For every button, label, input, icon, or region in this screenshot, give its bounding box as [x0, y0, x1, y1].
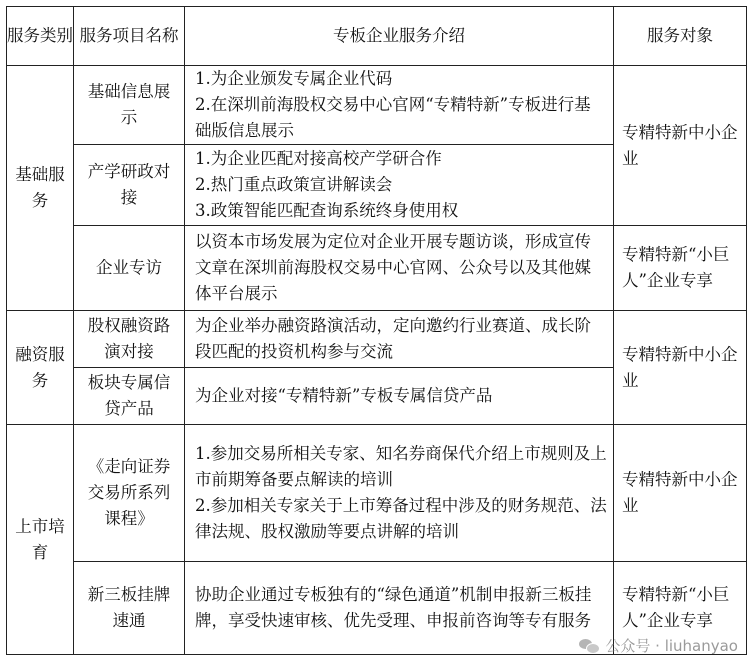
header-item: 服务项目名称 — [74, 7, 185, 66]
item-cell: 基础信息展示 — [74, 66, 185, 145]
description-line: 2.在深圳前海股权交易中心官网“专精特新”专板进行基础版信息展示 — [195, 95, 591, 140]
service-table — [6, 6, 747, 655]
category-cell: 上市培育 — [7, 425, 74, 655]
description-cell: 为企业对接“专精特新”专板专属信贷产品 — [185, 368, 614, 425]
target-cell: 专精特新中小企业 — [614, 425, 747, 562]
watermark-text: 公众号 · liuhanyao — [605, 637, 738, 655]
description-cell — [185, 425, 614, 562]
description-line: 1.为企业匹配对接高校产学研合作 — [195, 149, 442, 168]
table-row — [7, 425, 747, 562]
table-row — [7, 311, 747, 368]
item-cell: 产学研政对接 — [74, 145, 185, 226]
description-line: 2.参加相关专家关于上市筹备过程中涉及的财务规范、法律法规、股权激励等要点讲解的培训 — [195, 496, 607, 541]
header-target: 服务对象 — [614, 7, 747, 66]
target-cell: 专精特新“小巨人”企业专享 — [614, 226, 747, 311]
item-cell: 《走向证券交易所系列课程》 — [74, 425, 185, 562]
header-category: 服务类别 — [7, 7, 74, 66]
description-line: 3.政策智能匹配查询系统终身使用权 — [195, 201, 459, 220]
description-line: 1.为企业颁发专属企业代码 — [195, 69, 393, 88]
category-cell: 基础服务 — [7, 66, 74, 311]
header-description: 专板企业服务介绍 — [185, 7, 614, 66]
description-cell: 以资本市场发展为定位对企业开展专题访谈，形成宣传文章在深圳前海股权交易中心官网、公众号以及其他媒体平台展示 — [185, 226, 614, 311]
header-row — [7, 7, 747, 66]
item-cell: 板块专属信贷产品 — [74, 368, 185, 425]
item-cell: 新三板挂牌速通 — [74, 562, 185, 655]
item-cell: 企业专访 — [74, 226, 185, 311]
wechat-icon — [579, 638, 599, 654]
category-cell: 融资服务 — [7, 311, 74, 425]
table-row — [7, 226, 747, 311]
description-line: 1.参加交易所相关专家、知名券商保代介绍上市规则及上市前期筹备要点解读的培训 — [195, 444, 607, 489]
description-cell: 协助企业通过专板独有的“绿色通道”机制申报新三板挂牌，享受快速审核、优先受理、申报前咨询等专有服务 — [185, 562, 614, 655]
description-cell: 为企业举办融资路演活动，定向邀约行业赛道、成长阶段匹配的投资机构参与交流 — [185, 311, 614, 368]
target-cell: 专精特新中小企业 — [614, 311, 747, 425]
description-cell — [185, 66, 614, 145]
watermark — [579, 635, 738, 656]
item-cell: 股权融资路演对接 — [74, 311, 185, 368]
description-cell — [185, 145, 614, 226]
table-row — [7, 66, 747, 145]
description-line: 2.热门重点政策宣讲解读会 — [195, 175, 393, 194]
target-cell: 专精特新“小巨人”企业专享 — [614, 562, 747, 655]
target-cell: 专精特新中小企业 — [614, 66, 747, 226]
